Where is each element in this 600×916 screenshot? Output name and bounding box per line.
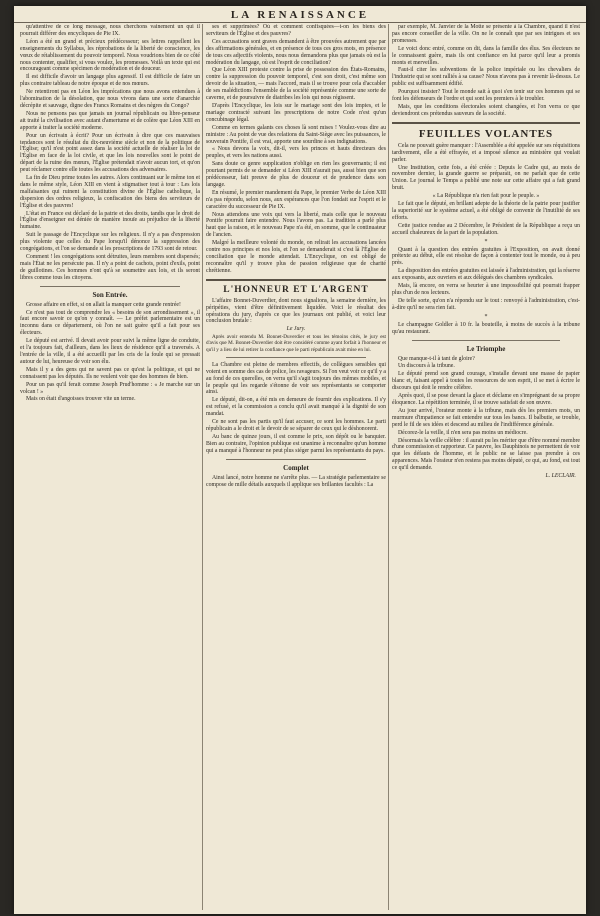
paragraph: Nous ne pensons pas que jamais un journal républicain ou libre-penseur ait traité la civilisation avec autant d'amertume et de colère que Léon XIII en apporte à traiter la société moderne. xyxy=(20,110,200,131)
paragraph: Pour un écrivain à écrit? Pour un écrivain à dire que ces mauvaises tendances sont le résultat du dix-neuvième siècle et non de la politique de l'Église; qu'il n'est point assez dans la société actuelle de réaliser la loi de l'Église en face de la loi civile, et que les lois nouvelles sont le point de départ de la ruine des mœurs, l'Église prétendait n'avoir aucun tort, et qu'on peut réclamer contre elle toutes les accusations des adversaires. xyxy=(20,132,200,174)
paragraph: Après quoi, il se pose devant la glace et déclame en s'imprégnant de sa propre éloquence. La répétition terminée, il se trouve satisfait de son œuvre. xyxy=(392,393,580,406)
quote: « La République n'a rien fait pour le peuple. » xyxy=(432,193,540,200)
paragraph: De telle sorte, qu'on n'a répondu sur le tout : renvoyé à l'administration, c'est-à-dire qu'il ne sera rien fait. xyxy=(392,297,580,311)
section-title-entree: Son Entrée. xyxy=(92,290,128,299)
paragraph: Que Léon XIII proteste contre la prise de possession des États-Romains, contre la suppression du pouvoir temporel, c'est son droit, c'est même son devoir de la situation, — mais l'accord, mais il se trouve pour cela d'accabler de ses malédictions l'ensemble de la société représentée comme une sorte de caverne, et de poursuivre de diatribes les lois qui nous régissent. xyxy=(206,67,386,102)
paragraph: Cela ne pouvait guère manquer : l'Assemblée a été appelée sur ses réquisitions tardivement, elle a été effrayée, et a imposé silence au ministère qui voulait parler. xyxy=(392,142,580,163)
columns xyxy=(20,24,580,910)
paragraph: Comme en termes galants ces choses là sont mises ! Voulez-vous dire au ministre : Au point de vue des relations du Saint-Siège avec les puissances, le souverain Pontife, il est vrai, apporte une sourdine à ses indignations. xyxy=(206,124,386,145)
paragraph: Mais, là encore, on verra se heurter à une impossibilité qui pourrait frapper plus d'un de nos lecteurs. xyxy=(392,283,580,296)
paragraph: Mais il y a des gens qui ne savent pas ce qu'est la politique, et qui ne connaissent pas les députés. Ils ne veulent voir que des hommes de bien. xyxy=(20,366,200,380)
paragraph: Pourquoi insister? Tout le monde sait à quoi s'en tenir sur ces hommes qui se font les défenseurs de l'ordre et qui sont les premiers à le troubler. xyxy=(392,89,580,103)
divider xyxy=(392,122,580,124)
column-3 xyxy=(392,24,580,910)
janvier-article xyxy=(392,24,580,118)
paragraph: L'affaire Bonnet-Duverdier, dont nous signalions, la semaine dernière, les péripéties, vient d'être définitivement liquidée. Voici le résultat des opérations du jury, d'après ce que les journaux ont publié, et voici leur conclusion brutale : xyxy=(206,297,386,325)
paragraph: Le champagne Goldler à 10 fr. la bouteille, à moins de succès à la tribune qu'au restaurant. xyxy=(392,321,580,335)
paragraph: Décorez-le la veille, il n'en sera pas moins un médiocre. xyxy=(398,429,528,436)
paragraph: Ces accusations sont graves demandent à être prouvées autrement que par des affirmations générales, et en présence de tous ces gros mots, en présence de tous ces adjectifs violents, nous nous demandons plus que jamais où est la modération du langage, où est l'esprit de conciliation? xyxy=(206,38,386,66)
paragraph: Ainsi lancé, notre homme ne s'arrête plus. — La stratégie parlementaire se compose de mille détails auxquels il applique ses brillantes facultés : La xyxy=(206,474,386,488)
paragraph: L'état en France est déclaré de la patrie et des droits, tandis que le droit de l'Église d'enseigner est déniée de manière inouïe au préjudice de la liberté humaine. xyxy=(20,210,200,231)
paragraph: La Chambre est pleine de membres effectifs, de collègues sensibles qui voient en somme des cas de police, les ravageurs. Si l'on veut voir ce qu'il y a au fond de ces querelles, on verra qu'il s'agit toujours des mêmes mobiles, et le peuple qui les regarde s'étonne de voir ses représentants se comporter ainsi. xyxy=(206,361,386,396)
section-star: * xyxy=(484,313,488,320)
paragraph: Pour un pas qu'il ferait comme Joseph Prud'homme : « Je marche sur un volcan ! » xyxy=(20,381,200,395)
paragraph: Désormais la veille célèbre : il aurait pu les mériter que d'être nommé membre d'une commission et rapporteur. Ce pauvre, les Dauphinois ne permettent de voir que les défauts de l'homme, et le public ne se laisse pas prendre à ces apparences. Mais l'orateur n'en restera pas moins député, ce qui, au fond, est tout ce qu'il demande. xyxy=(392,437,580,472)
encyclique-article xyxy=(20,24,200,282)
divider xyxy=(40,286,180,287)
encyclique-continued xyxy=(206,24,386,275)
divider xyxy=(206,279,386,281)
paragraph: Cette justice rendue au 2 Décembre, le Président de la République a reçu un accueil chaleureux de la part de la population. xyxy=(392,222,580,236)
paragraph: qu'attentive de ce long message, nous cherchons vainement un qui il pourrait différer des encycliques de Pie IX. xyxy=(20,24,200,37)
divider xyxy=(226,357,366,358)
paragraph: Suit le passage de l'Encyclique sur les religieux. Il n'y a pas d'expression plus violente que celles du Pape lorsqu'il dénonce la suppression des congrégations, et l'on se demande si les proscriptions de 1793 sont de retour. xyxy=(20,232,200,253)
entree-article xyxy=(20,302,200,404)
column-rule xyxy=(388,24,389,910)
paragraph: par exemple, M. Janvier de la Motte se présente à la Chambre, quand il n'est pas encore conseiller de la ville. On ne le connaît que par ses intrigues et ses promesses. xyxy=(392,24,580,44)
section-title-complet: Complet xyxy=(283,463,309,472)
section-star: * xyxy=(484,238,488,245)
paragraph: Le député prend son grand courage, s'installe devant une masse de papier blanc et, faisant appel à toutes les ressources de son esprit, il se met à écrire le discours qui doit le rendre célèbre. xyxy=(392,371,580,392)
paragraph: La fin de Dieu prime toutes les autres. Alors continuant sur le même ton et dans le même style, Léon XIII en vient à stigmatiser tout à tour : Les lois malfaisantes qui ruinent la constitution divine de l'Église catholique, la dispersion des ordres religieux, la confiscation des biens des serviteurs de l'Église et des pauvres! xyxy=(20,175,200,209)
paragraph: Une Institution, cette fois, a été créée : Depuis le Cadre qui, au mois de novembre dernier, la grande guerre se préparait, on ne parlait que de cette Union. Le journal le Temps a publié une note sur cette affaire qui a fait grand bruit. xyxy=(392,164,580,192)
triomphe-article xyxy=(392,356,580,473)
paragraph: Au jour arrivé, l'orateur monte à la tribune, mais dès les premiers mots, un murmure d'impatience se fait entendre sur tous les bancs. Il balbutie, se trouble, perd le fil de ses idées et descend au milieu de l'indifférence générale. xyxy=(392,407,580,428)
paragraph: Léon a été un grand et précieux prédécesseur; ses lettres rappellent les enseignements du Syllabus, les réprobations de la liberté de conscience, les vœux de rétablissement du pouvoir temporel. Nous voudrions bien de ce côté nous contenter, qualifier, si vous voulez, les promesses. Voilà un texte qui est encourageant comme spécimen de modération et de douceur. xyxy=(20,38,200,73)
paragraph: Le voici donc entré, comme on dit, dans la famille des élus. Ses électeurs ne le connaissent guère, mais ils ont confiance en lui parce qu'il leur a promis monts et merveilles. xyxy=(392,45,580,66)
section-title-triomphe: Le Triomphe xyxy=(466,344,506,353)
newspaper-page xyxy=(14,6,586,914)
paragraph: Le député, dit-on, a été mis en demeure de fournir des explications. Il s'y est refusé, et la commission a conclu qu'il avait manqué à la dignité de son mandat. xyxy=(206,397,386,418)
paragraph: Au banc de quinze jours, il est comme le prix, son dépôt ou le banquier. Bien au contraire, l'opinion publique est unanime à reconnaître qu'un homme qui a manqué à l'honneur ne peut plus siéger parmi les représentants du pays. xyxy=(206,433,386,454)
column-1 xyxy=(20,24,200,910)
paragraph: Malgré la meilleure volonté du monde, on relirait les accusations lancées contre nos principes et nos lois, et l'on se demanderait si c'est là l'Église de conciliation que le monde attendait. L'Encyclique, on est obligé de reconnaître qu'il y trouve plus de passion religieuse que de charité chrétienne. xyxy=(206,240,386,274)
paragraph: Mais on était d'angoisses trouver vite un terme. xyxy=(26,396,136,403)
paragraph: Ce ne sont pas les partis qu'il faut accuser, ce sont les hommes. Le parti républicain a le droit et le devoir de se séparer de ceux qui le déshonorent. xyxy=(206,419,386,433)
paragraph: Faut-il citer les subventions de la police impériale ou les chevaliers de l'industrie qui se sont ralliés à sa cause? Nous n'avons pas à revenir là-dessus. Le public est suffisamment édifié. xyxy=(392,67,580,88)
paragraph: D'après l'Encyclique, les lois sur le mariage sont des lois impies, et le mariage contracté suivant les prescriptions de notre Code n'est qu'un concubinage légal. xyxy=(206,102,386,123)
masthead: LA RENAISSANCE xyxy=(14,8,586,23)
paragraph: Ce n'est pas tout de comprendre les « besoins de son arrondissement », il faut encore savoir ce qu'on y connaît. — Le préfet parlementaire est un inconnu dans ce département, où l'on ne sait guère qu'il a fait pour ses électeurs. xyxy=(20,309,200,337)
paragraph: Nous attendons une voix qui vers la liberté, mais celle que le nouveau Pontife pourrait faire entendre. Nous l'avons pas. La tradition a parlé plus haut que la raison, et le nouveau Pape n'a été, en somme, que le continuateur de l'ancien. xyxy=(206,211,386,239)
paragraph: Mais, que les conditions électorales soient changées, et l'on verra ce que deviendront ces prétendus sauveurs de la société. xyxy=(392,103,580,117)
paragraph: En résumé, le premier mandement du Pape, le premier Verbe de Léon XIII n'a pas répondu, selon nous, aux espérances que l'on fondait sur l'esprit et le caractère du successeur de Pie IX. xyxy=(206,189,386,210)
column-2 xyxy=(206,24,386,910)
paragraph: Le fait que le député, en brillant adepte de la théorie de la patrie pour justifier la superiorité sur le système actuel, a été obligé de convenir de l'inutilité de ses efforts. xyxy=(392,201,580,221)
honneur-article xyxy=(206,298,386,353)
column-rule xyxy=(202,24,203,910)
paragraph: ses et supprimées? Où et comment confisquées—t-on les biens des serviteurs de l'Église et des pauvres? xyxy=(206,24,386,37)
paragraph: Ne retentiront pas en Léon les imprécations que nous avons entendues à l'abomination de la désolation, que nous vivons dans une sorte d'anarchie décrépite et sauvage, digne des Francs Romains et des nègres du Congo? xyxy=(20,89,200,109)
jury-verdict: Après avoir entendu M. Bonnet-Duverdier et tous les témoins cités, le jury est d'avis que M. Bonnet-Duverdier doit être considéré comme ayant forfait à l'honneur et qu'il y a lieu de lui retirer la confiance que le parti républicain avait mise en lui. xyxy=(206,334,386,353)
paragraph: Grosse affaire en effet, si on allait la manquer cette grande rentrée! xyxy=(26,301,181,308)
paragraph: La disposition des entrées gratuites est laissée à l'administration, qui la réserve aux exposants, aux ouvriers et aux délégués des chambres syndicales. xyxy=(392,268,580,282)
paragraph: Quant à la question des entrées gratuites à l'Exposition, on avait donné prétexte au début, elle est résolue de façon à contenter tout le monde, ou à peu près. xyxy=(392,246,580,267)
chambre-article xyxy=(206,362,386,455)
divider xyxy=(226,459,366,460)
paragraph: « Nous devons la voix, dit-il, vers les princes et hauts directeurs des peuples, et vers les nations aussi. xyxy=(206,146,386,160)
paragraph: Comment ! les congrégations sont détruites, leurs membres sont dispersés; mais l'État ne les persécute pas. Il n'y a point de cachots, point d'exils, point de guillotines. Ces hommes n'ont qu'à se soumettre aux lois, et ils seront libres comme tous les citoyens. xyxy=(20,254,200,281)
feuilles-article xyxy=(392,143,580,312)
divider xyxy=(412,340,560,341)
paragraph: Un discours à la tribune. xyxy=(398,363,455,370)
paragraph: Sans doute ce genre supplication n'oblige en rien les gouvernants; il est pourtant permis de se demander si Léon XIII n'aurait pas, aussi bien que son prédécesseur, fait preuve de plus de douceur et de prudence dans son langage. xyxy=(206,161,386,188)
paragraph: Que manque-t-il à tant de gloire? xyxy=(398,355,475,362)
paragraph: Il est difficile d'avoir un langage plus agressif. Il est difficile de faire un plus contraire tableau de notre époque et de nos mœurs. xyxy=(20,74,200,88)
author-signature: L. LECLAIR. xyxy=(545,473,576,480)
section-title-feuilles: FEUILLES VOLANTES xyxy=(418,127,554,140)
section-title-honneur: L'HONNEUR ET L'ARGENT xyxy=(223,284,369,295)
paragraph: Le député est arrivé. Il devait avoir pour suivi la même ligne de conduite, et l'a toujours fait, d'ailleurs, dans les lieux de résidence qu'il a traversés. A l'entrée de la ville, il a été accueilli par les cris de la foule qui se pressait autour de lui, heureuse de voir son élu. xyxy=(20,338,200,365)
jury-label: Le Jury. xyxy=(286,326,306,333)
